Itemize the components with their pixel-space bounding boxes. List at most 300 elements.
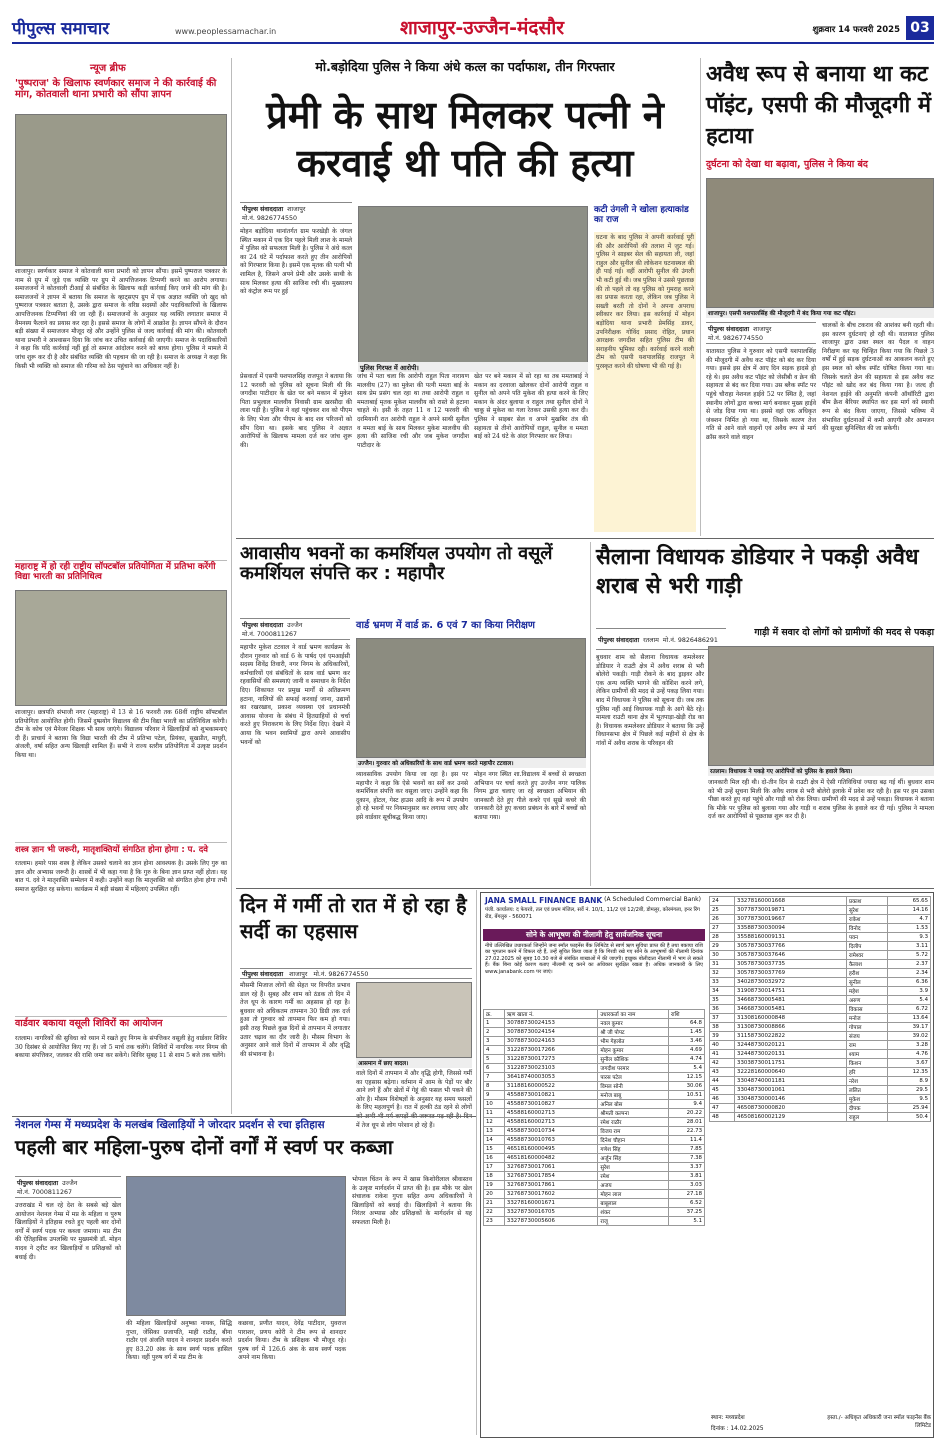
amount-cell: 9.5 — [887, 1095, 930, 1104]
name-cell: गोपाल — [847, 1023, 888, 1032]
sr-cell: 32 — [710, 969, 735, 978]
amount-cell: 4.7 — [887, 915, 930, 924]
amount-cell: 10.51 — [668, 1091, 704, 1100]
amount-cell: 9.4 — [668, 1100, 704, 1109]
account-cell: 34668730005481 — [735, 996, 847, 1005]
table-row — [484, 1163, 705, 1172]
sr-cell: 6 — [484, 1064, 505, 1073]
name-cell: किशन — [847, 1059, 888, 1068]
story1-headline: प्रेमी के साथ मिलकर पत्नी ने करवाई थी पति की हत्या — [266, 93, 664, 185]
account-cell: 46518160000482 — [504, 1154, 597, 1163]
table-row — [484, 1064, 705, 1073]
sr-cell: 28 — [710, 933, 735, 942]
table-row — [710, 1005, 931, 1014]
sr-cell: 38 — [710, 1023, 735, 1032]
account-cell: 32768730017061 — [504, 1163, 597, 1172]
amount-cell: 1.45 — [668, 1028, 704, 1037]
name-cell: मोहन कुमार — [598, 1046, 669, 1055]
name-cell: राजू — [598, 1217, 669, 1226]
sr-cell: 39 — [710, 1032, 735, 1041]
account-cell: 46508160002129 — [735, 1113, 847, 1122]
name-cell: पारस पटेल — [598, 1073, 669, 1082]
story6-byline: पीपुल्स संवाददाता उज्जैन मो.नं. 7000811267 — [15, 1176, 121, 1198]
table-row — [484, 1181, 705, 1190]
sr-cell: 11 — [484, 1109, 505, 1118]
sr-cell: 20 — [484, 1190, 505, 1199]
table-row — [710, 1104, 931, 1113]
story6-body2: की महिला खिलाड़ियों अनुष्का नायक, सिद्धि गुप्ता, जेसिका प्रजापति, माही राठौड़, बीना राठौर एवं अंजलि यादव ने शानदार प्रदर्शन करते हुए 83.20 अंक के साथ स्वर्ण पदक हासिल किया। वहीं पुरुष वर्ग में मप्र टीम के — [126, 1320, 232, 1362]
story6-body4: भोपाल चिंतन के रूप में खास किशोरीलाल श्रीवास्तव के उत्कृष्ट मार्गदर्शन में प्राप्त की है। इस मौके पर खेल संचालक राकेश गुप्ता सहित अन्य अधिकारियों ने खिलाड़ियों को बधाई दी। खिलाड़ियों ने बताया कि निरंतर अभ्यास और प्रशिक्षकों के मार्गदर्शन से यह सफलता मिली है। — [352, 1176, 472, 1226]
amount-cell: 3.03 — [668, 1181, 704, 1190]
account-cell: 32228160000640 — [735, 1068, 847, 1077]
story1-body2: प्रेसवार्ता में एसपी यशपालसिंह राजपूत ने बताया कि 12 फरवरी को पुलिस को सूचना मिली थी कि जगदीश पाटीदार के खेत पर बने मकान में मुकेश पिता प्रभुलाल मालवीय निवासी ग्राम खरसौदा की लाश पड़ी है। पुलिस ने वहां पहुंचकर शव को पीएम के लिए भेजा और पीएम के बाद शव परिजनों को सौंप दिया था। इसके बाद पुलिस ने अज्ञात आरोपियों के खिलाफ मामला दर्ज कर जांच शुरू की। — [240, 373, 352, 449]
story6-headline: पहली बार महिला-पुरुष दोनों वर्गों में स्वर्ण पर कब्जा — [15, 1135, 393, 1159]
name-cell: दिलीप — [847, 942, 888, 951]
account-cell: 31228730017273 — [504, 1055, 597, 1064]
table-row — [484, 1190, 705, 1199]
sr-cell: 36 — [710, 1005, 735, 1014]
name-cell: कैलाश — [847, 960, 888, 969]
bank-note: (A Scheduled Commercial Bank) — [604, 896, 701, 903]
sr-cell: 24 — [710, 897, 735, 906]
sr-cell: 26 — [710, 915, 735, 924]
story3-headline: आवासीय भवनों का कमर्शियल उपयोग तो वसूलें कमर्शियल संपत्ति कर : महापौर — [240, 543, 553, 585]
sign-date: दिनांक : 14.02.2025 — [711, 1426, 764, 1432]
name-cell: भीम गेहलोत — [598, 1037, 669, 1046]
section-title: शाजापुर-उज्जैन-मंदसौर — [399, 17, 565, 39]
account-cell: 31308730008866 — [735, 1023, 847, 1032]
table-row — [710, 987, 931, 996]
amount-cell: 13.64 — [887, 1014, 930, 1023]
table-row — [710, 1032, 931, 1041]
table-row — [710, 1077, 931, 1086]
story5-byline: पीपुल्स संवाददाता शाजापुर मो.नं. 9826774550 — [240, 968, 472, 979]
name-cell: रमेश राठौर — [598, 1118, 669, 1127]
sr-cell: 45 — [710, 1086, 735, 1095]
site-url[interactable]: www.peoplessamachar.in — [175, 27, 277, 36]
sr-cell: 9 — [484, 1091, 505, 1100]
account-cell: 31158730022822 — [735, 1032, 847, 1041]
name-cell: सुनील — [847, 978, 888, 987]
sr-cell: 37 — [710, 1014, 735, 1023]
account-cell: 33278160001668 — [735, 897, 847, 906]
account-cell: 31308160000848 — [735, 1014, 847, 1023]
bank-address: पंजी. कार्यालय: द फेयरवे, तल एवं प्रथम मंजिल, सर्वे नं. 10/1, 11/2 एवं 12/2बी, डोमलूर, कोरमंगला, इनर रिंग रोड, बेंगलुरु - 560071 — [485, 907, 700, 920]
amount-cell: 6.72 — [887, 1005, 930, 1014]
account-cell: 33278160001671 — [504, 1199, 597, 1208]
table-row — [484, 1073, 705, 1082]
brief2-body: शाजापुर। छत्रपति संभाजी नगर (महाराष्ट्र) में 13 से 16 फरवरी तक 68वीं राष्ट्रीय सॉफ्टबॉल प्रतियोगिता आयोजित होगी। जिसमें दुष्प्रयोग विद्यालय की टीम विद्या भारती का प्रतिनिधित्व करेगी। टीम के कोच एवं मैनेजर शिक्षक भी साथ जाएंगे। विद्यालय परिवार ने खिलाड़ियों को शुभकामनाएं दी हैं। प्राचार्य ने बताया कि विद्या भारती की टीम में प्रतिभा पटेल, प्रियंका, सुखप्रीत, माधुरी, अंजली, वर्षा सहित अन्य खिलाड़ी शामिल हैं। सभी ने राज्य स्तरीय प्रतियोगिता में उत्कृष्ट प्रदर्शन किया था। — [15, 709, 228, 759]
sr-cell: 46 — [710, 1095, 735, 1104]
story4-body1: बुधवार शाम को सैलाना विधायक कमलेश्वर डोडियार ने राउटी क्षेत्र में अवैध शराब से भरी बोलेरो पकड़ी। गाड़ी रोकने के बाद ड्राइवर और एक अन्य व्यक्ति भागने की कोशिश करने लगे, लेकिन ग्रामीणों की मदद से उन्हें पकड़ लिया गया। बाद में विधायक ने पुलिस को सूचना दी। जब तक पुलिस नहीं आई विधायक गाड़ी के आगे बैठे रहे। मामला राउटी थाना क्षेत्र में भूतपाड़ा-खेड़ी रोड का है। विधायक कमलेश्वर डोडियार ने बताया कि उन्हें विधानसभा क्षेत्र में पिछले कई महीनों से क्षेत्र के गांवों में अवैध शराब के परिवहन की — [596, 654, 704, 747]
story2-body1: यातायात पुलिस ने गुरुवार को एसपी यशपालसिंह की मौजूदगी में अवैध कट पॉइंट को बंद कर दिया गया। इससे इस क्षेत्र में आए दिन सड़क हादसे हो रहे थे। इस अवैध कट पॉइंट को जेसीबी व क्रेन की सहायता से बंद कर दिया गया। उस ब्लैक स्पॉट पर पहुंचे चौराहा नेशनल हाईवे 52 पर स्थित है, जहां स्थानीय लोगों द्वारा कच्चा मार्ग बनाकर मुख्य हाईवे से जोड़ दिया गया था। इससे वहां एक अधिकृत जंक्शन निर्मित हो गया था, जिसके कारण तेज गति से आने वाले वाहनों एवं अवैध रूप से मार्ग क्रॉस करने वाले वाहन — [706, 348, 816, 441]
amount-cell: 3.67 — [887, 1059, 930, 1068]
story3-body3: मोहन नगर स्थित शा.विद्यालय में बच्चों से स्वच्छता अभियान पर चर्चा करते हुए उज्जैन नगर पालिक निगम द्वारा चलाए जा रहे स्वच्छता अभियान की जानकारी देते हुए गीले कचरे एवं सूखे कचरे की जानकारी देते हुए कचरा प्रबंधन के बारे में बच्चों को बताया गया। — [474, 771, 586, 821]
story3-body1: महापौर मुकेश टटवाल ने वार्ड भ्रमण कार्यक्रम के दौरान गुरुवार को वार्ड 6 के पार्षद एवं एमआईसी सदस्य शिवेंद्र तिवारी, नगर निगम के अधिकारियों, कर्मचारियों एवं संबंधितों के साथ वार्ड भ्रमण कर रहवासियों की समस्याएं जानी व समाधान के निर्देश दिए। शिकायत पर प्रमुख मार्गों से अतिक्रमण हटाना, नालियों की सफाई करवाई जाना, उद्यानों का रखरखाव, प्रकाश व्यवस्था एवं प्रधानमंत्री आवास योजना के संबंध में हितग्राहियों से चर्चा करते हुए निराकरण के लिए निर्देश दिए। देखने में आया कि भवन स्वामियों द्वारा अपने आवासीय भवनों को — [240, 644, 350, 746]
table-row — [484, 1019, 705, 1028]
name-cell: नरेश — [847, 1077, 888, 1086]
sr-cell: 43 — [710, 1068, 735, 1077]
sr-cell: 4 — [484, 1046, 505, 1055]
col-account: ऋण खाता नं. — [504, 1010, 597, 1019]
story6-photo — [126, 1176, 346, 1316]
amount-cell: 9.3 — [887, 933, 930, 942]
sr-cell: 14 — [484, 1136, 505, 1145]
story2-photo — [706, 178, 934, 308]
amount-cell: 20.22 — [668, 1109, 704, 1118]
table-row — [484, 1055, 705, 1064]
table-row — [484, 1208, 705, 1217]
account-cell: 32768730017602 — [504, 1190, 597, 1199]
amount-cell: 22.73 — [668, 1127, 704, 1136]
account-cell: 34028730032972 — [735, 978, 847, 987]
name-cell: प्रकाश — [847, 897, 888, 906]
story1-body3: जांच में पता चला कि आरोपी राहुल पिता नारायण मालवीय (27) का मुकेश की पत्नी ममता बाई के साथ प्रेम प्रसंग चल रहा था तथा आरोपी राहुल व ममताबाई मृतक मुकेश मालवीय को रास्ते से हटाना चाहते थे। इसी के तहत 11 व 12 फरवरी की दरमियानी रात आरोपी राहुल ने अपने साथी सुनील व ममता बाई के साथ मिलकर मुकेश मालवीय की हत्या की साजिश रची और जब मुकेश जगदीश पाटीदार के — [357, 373, 469, 449]
table-row — [710, 978, 931, 987]
name-cell: मनोज बाबू — [598, 1091, 669, 1100]
sr-cell: 2 — [484, 1028, 505, 1037]
amount-cell: 3.81 — [668, 1172, 704, 1181]
table-row — [484, 1217, 705, 1226]
name-cell: बाबूलाल — [598, 1199, 669, 1208]
brief4-body: रतलाम। नागरिकों की सुविधा को ध्यान में रखते हुए निगम के संपत्तिकर वसूली हेतु वार्डवार शिविर 30 दिसंबर से आयोजित किए गए हैं। जो 5 मार्च तक चलेंगे। शिविरों में नागरिक नगर निगम की बकाया संपत्तिकर, जलकर की राशि जमा कर सकेंगे। शिविर सुबह 11 से शाम 5 बजे तक चलेंगे। — [15, 1035, 227, 1060]
table-row — [484, 1028, 705, 1037]
story5-body1: मौसमी मिजाज लोगों की सेहत पर विपरीत प्रभाव डाल रहे हैं। सुबह और शाम को ठंडक तो दिन में तेज धूप के कारण गर्मी का अहसास हो रहा है। बुधवार को अधिकतम तापमान 30 डिग्री तक दर्ज हुआ तो गुरुवार को तापमान फिर कम हो गया। इसी तरह पिछले कुछ दिनों से तापमान में लगातार उतार चढ़ाव का दौर जारी है। मौसम विभाग के अनुसार आने वाले दिनों में तापमान में और वृद्धि की संभावना है। — [240, 982, 350, 1058]
account-cell: 45588730010821 — [504, 1091, 597, 1100]
story2-subhead: दुर्घटना को देखा था बढ़ावा, पुलिस ने किया बंद — [706, 159, 868, 170]
story4-subhead: गाड़ी में सवार दो लोगों को ग्रामीणों की मदद से पकड़ा — [754, 627, 934, 638]
account-cell: 45588730010763 — [504, 1136, 597, 1145]
amount-cell: 7.38 — [668, 1154, 704, 1163]
brief2-photo — [15, 590, 227, 706]
account-cell: 35588160009131 — [735, 933, 847, 942]
name-cell: हरीश — [847, 969, 888, 978]
story1-caption: पुलिस गिरफ्त में आरोपी। — [358, 362, 588, 372]
amount-cell: 3.37 — [668, 1163, 704, 1172]
news-brief-tag: न्यूज ब्रीफ — [90, 63, 126, 74]
sr-cell: 3 — [484, 1037, 505, 1046]
table-row — [484, 1082, 705, 1091]
amount-cell: 5.4 — [887, 996, 930, 1005]
story2-caption: शाजापुर। एसपी यशपालसिंह की मौजूदगी में बंद किया गया कट पॉइंट। — [706, 308, 934, 318]
name-cell: दीपक — [847, 1104, 888, 1113]
table-row — [484, 1199, 705, 1208]
amount-cell: 65.65 — [887, 897, 930, 906]
name-cell: नवल कुमार — [598, 1019, 669, 1028]
name-cell: श्रीमती कल्पना — [598, 1109, 669, 1118]
amount-cell: 37.25 — [668, 1208, 704, 1217]
sr-cell: 15 — [484, 1145, 505, 1154]
table-right — [709, 896, 931, 1411]
bank-auction-notice — [480, 892, 934, 1438]
account-cell: 30578730037769 — [735, 969, 847, 978]
page-number: 03 — [906, 16, 934, 40]
sr-cell: 44 — [710, 1077, 735, 1086]
name-cell: गणेश सिंह — [598, 1145, 669, 1154]
story1-byline: पीपुल्स संवाददाता शाजापुर मो.नं. 9826774550 — [240, 202, 352, 224]
account-cell: 30578730037735 — [735, 960, 847, 969]
story3-photo — [356, 638, 586, 758]
story1-side-headline: कटी उंगली ने खोला हत्याकांड का राज — [594, 205, 689, 225]
account-cell: 32768730017861 — [504, 1181, 597, 1190]
table-row — [710, 996, 931, 1005]
sr-cell: 12 — [484, 1118, 505, 1127]
table-row — [710, 933, 931, 942]
table-row — [710, 1023, 931, 1032]
story6-body3: कछावा, प्रणीत यादव, देवेंद्र पाटीदार, युवराज पाराशर, प्रणय कोरी ने टीम रूप से शानदार प्रदर्शन किया। टीम के प्रशिक्षक भी मौजूद रहे। पुरुष वर्ग में 126.6 अंक के साथ स्वर्ण पदक अपने नाम किया। — [238, 1320, 346, 1362]
sr-cell: 5 — [484, 1055, 505, 1064]
amount-cell: 29.5 — [887, 1086, 930, 1095]
name-cell: संजय — [847, 1032, 888, 1041]
amount-cell: 3.9 — [887, 987, 930, 996]
signatory: हस्ता./- अधिकृत अधिकारी जना स्मॉल फाइनेंस बैंक लिमिटेड — [827, 1415, 931, 1429]
name-cell: विमल सोनी — [598, 1082, 669, 1091]
story1-photo — [358, 206, 588, 370]
account-cell: 33278730016705 — [504, 1208, 597, 1217]
sr-cell: 23 — [484, 1217, 505, 1226]
name-cell: दिनेश चौहान — [598, 1136, 669, 1145]
story1-body4: खेत पर बने मकान में सो रहा था तब ममताबाई ने मकान का दरवाजा खोलकर दोनों आरोपी राहुल व सुनील को अपने पति मुकेश की हत्या करने के लिए मकान के अंदर बुलाया व राहुल तथा सुनील दोनों ने चाकू से मुकेश का गला रेतकर उसकी हत्या कर दी। पुलिस ने साइबर सेल व अपने मुखबिर तंत्र की सहायता से तीनो आरोपियों राहुल, सुनील व ममता बाई को 24 घंटे के अंदर गिरफ्तार कर लिया। — [474, 373, 588, 441]
name-cell: मुकेश — [847, 1095, 888, 1104]
sr-cell: 17 — [484, 1163, 505, 1172]
amount-cell: 7.85 — [668, 1145, 704, 1154]
story4-caption: रतलाम। विधायक ने पकड़े गए आरोपियों को पुलिस के हवाले किया। — [708, 766, 934, 776]
account-cell: 46508730000820 — [735, 1104, 847, 1113]
amount-cell: 28.01 — [668, 1118, 704, 1127]
table-row — [710, 1095, 931, 1104]
notice-title: सोने के आभूषण की नीलामी हेतु सार्वजनिक सूचना — [483, 929, 705, 941]
table-row — [484, 1109, 705, 1118]
sr-cell: 41 — [710, 1050, 735, 1059]
story1-side-body: घटना के बाद पुलिस ने अपनी कार्रवाई पूरी की और आरोपियों की तलाश में जुट गई। पुलिस ने साइबर सेल की सहायता ली, जहां राहुल और सुनील की लोकेशन घटनास्थल की ही पाई गई। वहीं आरोपी सुनील की उंगली भी कटी हुई थी। जब पुलिस ने उससे पूछताछ की तो पहले तो वह पुलिस को गुमराह करने का प्रयास करता रहा, लेकिन जब पुलिस ने सख्ती बरती तो दोनों ने अपना अपराध स्वीकार कर लिया। इस कार्रवाई में मोहन बड़ोदिया थाना प्रभारी प्रेमसिंह डावर, उपनिरीक्षक गोविंद प्रसाद रोहित, प्रधान आरक्षक जगदीश सहित पुलिस टीम की सराहनीय भूमिका रही। कार्रवाई करने वाली टीम को एसपी यशपालसिंह राजपूत ने पुरस्कृत करने की घोषणा भी की गई है। — [594, 232, 696, 532]
account-cell: 30778730019667 — [735, 915, 847, 924]
sr-cell: 27 — [710, 924, 735, 933]
table-row — [710, 969, 931, 978]
table-row — [484, 1154, 705, 1163]
amount-cell: 4.74 — [668, 1055, 704, 1064]
amount-cell: 6.52 — [668, 1199, 704, 1208]
name-cell: मनोज — [847, 1014, 888, 1023]
account-cell: 30788730024163 — [504, 1037, 597, 1046]
amount-cell: 3.28 — [887, 1041, 930, 1050]
story4-photo — [708, 646, 934, 766]
table-row — [710, 906, 931, 915]
sr-cell: 22 — [484, 1208, 505, 1217]
account-cell: 32448730020121 — [735, 1041, 847, 1050]
account-cell: 30778730019871 — [735, 906, 847, 915]
story3-caption: उज्जैन। गुरुवार को अधिकारियों के साथ वार्ड भ्रमण करते महापौर टटवाल। — [356, 758, 586, 768]
table-row — [484, 1145, 705, 1154]
account-cell: 30578730037646 — [735, 951, 847, 960]
sr-cell: 42 — [710, 1059, 735, 1068]
table-row — [484, 1091, 705, 1100]
table-row — [710, 915, 931, 924]
story5-photo — [356, 982, 472, 1058]
col-amount: राशि — [668, 1010, 704, 1019]
account-cell: 46518160000495 — [504, 1145, 597, 1154]
name-cell: शंकर — [598, 1208, 669, 1217]
table-row — [710, 1014, 931, 1023]
bank-name: JANA SMALL FINANCE BANK — [485, 896, 603, 905]
table-row — [710, 1050, 931, 1059]
amount-cell: 6.36 — [887, 978, 930, 987]
amount-cell: 4.69 — [668, 1046, 704, 1055]
name-cell: राम — [847, 1041, 888, 1050]
account-cell: 33038730011751 — [735, 1059, 847, 1068]
story6-body1: उत्तराखंड में चल रहे देश के सबसे बड़े खेल आयोजन नेशनल गेम्स में मप्र के महिला व पुरुष खिलाड़ियों ने इतिहास रचते हुए पहली बार दोनों वर्गों में स्वर्ण पदक पर कब्जा जमाया। मप्र टीम की ऐतिहासिक उपलब्धि पर मुख्यमंत्री डॉ. मोहन यादव ने ट्वीट कर खिलाड़ियों व प्रशिक्षकों को बधाई दी। — [15, 1202, 121, 1261]
account-cell: 45588160002713 — [504, 1109, 597, 1118]
story6-kicker: नेशनल गेम्स में मध्यप्रदेश के मलखंब खिलाड़ियों ने जोरदार प्रदर्शन से रचा इतिहास — [15, 1119, 325, 1131]
account-cell: 32448730020131 — [735, 1050, 847, 1059]
sign-place: स्थान: मध्यप्रदेश — [711, 1415, 745, 1421]
account-cell: 31908730014751 — [735, 987, 847, 996]
sr-cell: 1 — [484, 1019, 505, 1028]
brief1-headline: 'पुष्पराज' के खिलाफ स्वर्णकार समाज ने की कार्रवाई की मांग, कोतवाली थाना प्रभारी को सौंपा ज्ञापन — [15, 78, 217, 101]
table-row — [484, 1172, 705, 1181]
amount-cell: 3.46 — [668, 1037, 704, 1046]
sr-cell: 34 — [710, 987, 735, 996]
name-cell: अजय — [598, 1181, 669, 1190]
amount-cell: 2.37 — [887, 960, 930, 969]
amount-cell: 5.4 — [668, 1064, 704, 1073]
sr-cell: 40 — [710, 1041, 735, 1050]
amount-cell: 2.34 — [887, 969, 930, 978]
sr-cell: 29 — [710, 942, 735, 951]
account-cell: 30788730024153 — [504, 1019, 597, 1028]
name-cell: महेश — [847, 987, 888, 996]
name-cell: श्याम — [847, 1050, 888, 1059]
sr-cell: 8 — [484, 1082, 505, 1091]
amount-cell: 3.11 — [887, 942, 930, 951]
sr-cell: 31 — [710, 960, 735, 969]
table-row — [710, 924, 931, 933]
name-cell: विजय राम — [598, 1127, 669, 1136]
sr-cell: 19 — [484, 1181, 505, 1190]
sr-cell: 7 — [484, 1073, 505, 1082]
brand-logo: पीपुल्स समाचार — [12, 19, 110, 39]
name-cell: राहुल — [847, 1113, 888, 1122]
name-cell: हरि — [847, 1068, 888, 1077]
account-cell: 33048730001061 — [735, 1086, 847, 1095]
story4-byline: पीपुल्स संवाददाता रतलाम मो.नं. 9826486291 — [596, 628, 726, 650]
name-cell: ललित — [847, 1086, 888, 1095]
account-cell: 33048740001181 — [735, 1077, 847, 1086]
name-cell: सुरेश — [598, 1163, 669, 1172]
name-cell: श्री जी पोपट — [598, 1028, 669, 1037]
story5-headline: दिन में गर्मी तो रात में हो रहा है सर्दी का एहसास — [240, 893, 467, 943]
name-cell: विकास — [847, 1005, 888, 1014]
issue-date: शुक्रवार 14 फरवरी 2025 — [812, 25, 900, 35]
table-row — [710, 1086, 931, 1095]
sr-cell: 35 — [710, 996, 735, 1005]
account-cell: 30788730024154 — [504, 1028, 597, 1037]
account-cell: 33588730030094 — [735, 924, 847, 933]
sr-cell: 18 — [484, 1172, 505, 1181]
table-left — [483, 1009, 705, 1433]
amount-cell: 12.15 — [668, 1073, 704, 1082]
name-cell: अनिल बोस — [598, 1100, 669, 1109]
story3-body2: व्यावसायिक उपयोग किया जा रहा है। इस पर महापौर ने कहा कि ऐसे भवनों का सर्वे कर उनसे कमर्शियल संपत्ति कर वसूला जाए। उन्होंने कहा कि दुकान, होटल, गेस्ट हाउस आदि के रूप में उपयोग हो रहे भवनों पर नियमानुसार कर लगाया जाए और इसे वार्डवार सूचीबद्ध किया जाए। — [356, 771, 468, 821]
sr-cell: 33 — [710, 978, 735, 987]
brief3-body: रतलाम। हमारे पास शस्त्र है लेकिन उसको चलाने का ज्ञान होना आवश्यक है। उसके लिए गुरु का ज्ञान और अभ्यास जरूरी है। शास्त्रों में भी कहा गया है कि गुरु के बिना ज्ञान प्राप्त नहीं होता। यह बात पं. दवे ने मातृशक्ति सम्मेलन में कही। उन्होंने कहा कि मातृशक्ति को संगठित होना होगा तभी समाज सुरक्षित रह सकेगा। कार्यक्रम में बड़ी संख्या में महिलाएं उपस्थित रहीं। — [15, 860, 227, 893]
story2-byline: पीपुल्स संवाददाता शाजापुर मो.नं. 9826774550 — [706, 322, 816, 344]
table-row — [710, 960, 931, 969]
amount-cell: 25.94 — [887, 1104, 930, 1113]
name-cell: जगदीश परमार — [598, 1064, 669, 1073]
brief2-headline: महाराष्ट्र में हो रही राष्ट्रीय सॉफ्टबॉल प्रतियोगिता में प्रतिभा करेंगी विद्या भारती का प्रतिनिधित्व — [15, 562, 216, 582]
table-row — [710, 951, 931, 960]
sr-cell: 10 — [484, 1100, 505, 1109]
amount-cell: 64.8 — [668, 1019, 704, 1028]
notice-text: नीचे उल्लिखित उधारकर्ता जिन्होंने जना स्मॉल फाइनेंस बैंक लिमिटेड से स्वर्ण ऋण सुविधा प्राप्त की है तथा बकाया राशि का भुगतान करने में विफल रहे हैं, उन्हें सूचित किया जाता है कि गिरवी रखे गए सोने के आभूषणों की नीलामी दिनांक 27.02.2025 को सुबह 10.30 बजे से संबंधित शाखाओं में की जाएगी। इच्छुक बोलीदाता नीलामी में भाग ले सकते हैं। बैंक बिना कोई कारण बताए नीलामी रद्द करने का अधिकार सुरक्षित रखता है। अधिक जानकारी के लिए www.janabank.com पर जाएं। — [485, 943, 703, 975]
table-row — [484, 1037, 705, 1046]
story4-body2: जानकारी मिल रही थी। दो-तीन दिन से राउटी क्षेत्र में ऐसी गतिविधियां ज्यादा बढ़ गई थीं। बुधवार शाम को भी उन्हें सूचना मिली कि अवैध शराब से भरी बोलेरो इलाके में प्रवेश कर रही है। इस पर हम उसका पीछा करते हुए वहां पहुंचे और गाड़ी को रोक लिया। ग्रामीणों की मदद से उन्हें पकड़ा। विधायक ने बताया कि मौके पर पुलिस को बुलाया गया और गाड़ी व शराब पुलिस के हवाले कर दी गई। पुलिस ने मामला दर्ज कर आरोपियों से पूछताछ शुरू कर दी है। — [708, 779, 934, 821]
account-cell: 45588730010827 — [504, 1100, 597, 1109]
amount-cell: 12.35 — [887, 1068, 930, 1077]
sr-cell: 47 — [710, 1104, 735, 1113]
amount-cell: 5.1 — [668, 1217, 704, 1226]
name-cell: रामेश्वर — [847, 951, 888, 960]
table-row — [710, 1068, 931, 1077]
amount-cell: 39.17 — [887, 1023, 930, 1032]
story3-subhead: वार्ड भ्रमण में वार्ड क्र. 6 एवं 7 का किया निरीक्षण — [356, 620, 535, 631]
name-cell: अरुण — [847, 996, 888, 1005]
brief3-headline: शस्त्र ज्ञान भी जरूरी, मातृशक्तियों संगठित होना होगा : प. दवे — [15, 845, 208, 855]
amount-cell: 1.53 — [887, 924, 930, 933]
story2-headline: अवैध रूप से बनाया था कट पॉइंट, एसपी की मौजूदगी में हटाया — [706, 62, 932, 149]
amount-cell: 50.4 — [887, 1113, 930, 1122]
brief4-headline: वार्डवार बकाया वसूली शिविरों का आयोजन — [15, 1018, 163, 1029]
sr-cell: 48 — [710, 1113, 735, 1122]
name-cell: रमेश — [598, 1172, 669, 1181]
story2-body2: चालकों के बीच टकराव की आशंका बनी रहती थी। इस कारण दुर्घटनाएं हो रही थी। यातायात पुलिस शाजापुर द्वारा उक्त स्थल का पैदल व वाहन निरीक्षण कर यह चिन्हित किया गया कि पिछले 3 वर्षों में हुई सड़क दुर्घटनाओं का आकलन करते हुए इस स्थल को ब्लैक स्पॉट घोषित किया गया था। जिसके चलते क्रेन की सहायता से इस अवैध कट पॉइंट को खोद कर बंद किया गया है। जल्द ही नेशनल हाईवे की अनुमति कंपनी ऑथॉरिटी द्वारा बीम क्रैश बैरियर स्थापित कर इस मार्ग को स्थायी रूप से बंद किया जाएगा, जिससे भविष्य में संभावित दुर्घटनाओं में कमी आएगी और आमजन की सुरक्षा सुनिश्चित की जा सकेगी। — [822, 322, 934, 433]
sr-cell: 30 — [710, 951, 735, 960]
table-row — [710, 942, 931, 951]
amount-cell: 30.06 — [668, 1082, 704, 1091]
amount-cell: 11.4 — [668, 1136, 704, 1145]
account-cell: 31228730023103 — [504, 1064, 597, 1073]
amount-cell: 27.18 — [668, 1190, 704, 1199]
table-row — [484, 1100, 705, 1109]
account-cell: 32768730017854 — [504, 1172, 597, 1181]
sr-cell: 13 — [484, 1127, 505, 1136]
name-cell: सुरेश — [847, 906, 888, 915]
table-row — [484, 1136, 705, 1145]
amount-cell: 14.16 — [887, 906, 930, 915]
brief1-photo — [15, 114, 227, 266]
table-row — [710, 1059, 931, 1068]
sr-cell: 16 — [484, 1154, 505, 1163]
name-cell: राकेश — [847, 915, 888, 924]
account-cell: 31188160000522 — [504, 1082, 597, 1091]
amount-cell: 5.72 — [887, 951, 930, 960]
brief1-body: शाजापुर। स्वर्णकार समाज ने कोतवाली थाना प्रभारी को ज्ञापन सौंपा। इसमें पुष्पराज पत्रकार के नाम से ग्रुप में जुड़े एक व्यक्ति पर ग्रुप में आपत्तिजनक टिप्पणी करने का आरोप लगाया। समाजजनों ने कोतवाली टीआई से संबंधित के खिलाफ कड़ी कार्रवाई किए जाने की मांग की है। समाजजनों ने ज्ञापन में बताया कि समाज के व्हाट्सएप ग्रुप में एक अज्ञात व्यक्ति जो खुद को पुष्पराज पत्रकार बताता है, उसके द्वारा समाज के वरिष्ठ सदस्यों और पदाधिकारियों के खिलाफ आपत्तिजनक टिप्पणियां की जा रही हैं। समाजजनों के अनुसार यह व्यक्ति लगातार समाज में वैमनस्य फैलाने का प्रयास कर रहा है। इससे समाज के लोगों में आक्रोश है। ज्ञापन सौंपने के दौरान बड़ी संख्या में समाजजन मौजूद रहे और उन्होंने पुलिस से जल्द कार्रवाई की मांग की। कोतवाली थाना प्रभारी ने आश्वासन दिया कि जांच कर उचित कार्रवाई की जाएगी। समाज के पदाधिकारियों ने कहा कि यदि कार्रवाई नहीं हुई तो समाज आंदोलन करने को बाध्य होगा। पुलिस ने मामले में जांच शुरू कर दी है और संबंधित व्यक्ति की पहचान की जा रही है। समाज के अध्यक्ष ने कहा कि किसी भी व्यक्ति को समाज की गरिमा को ठेस पहुंचाने का अधिकार नहीं है। — [15, 268, 227, 370]
amount-cell: 39.02 — [887, 1032, 930, 1041]
table-row — [484, 1118, 705, 1127]
story4-headline: सैलाना विधायक डोडियार ने पकड़ी अवैध शराब से भरी गाड़ी — [596, 545, 919, 599]
sr-cell: 25 — [710, 906, 735, 915]
name-cell: मोहन लाल — [598, 1190, 669, 1199]
story5-body2: वाले दिनों में तापमान में और वृद्धि होगी, जिससे गर्मी का एहसास बढ़ेगा। वर्तमान में आम के पेड़ों पर बौर आने लगे हैं और खेतों में गेहूं की फसल भी पकने की ओर है। मौसम विशेषज्ञों के अनुसार यह समय फसलों के लिए महत्वपूर्ण है। रात में हल्की ठंड रहने से लोगों में तेज धूप से लोग परेशान हो रहे हैं। — [356, 1070, 472, 1129]
amount-cell: 8.9 — [887, 1077, 930, 1086]
account-cell: 30578730037766 — [735, 942, 847, 951]
col-sr: क्र. — [484, 1010, 505, 1019]
story3-byline: पीपुल्स संवाददाता उज्जैन मो.नं. 7000811267 — [240, 618, 350, 640]
name-cell: पवन — [847, 933, 888, 942]
account-cell: 45588730010734 — [504, 1127, 597, 1136]
story5-caption: आसमान में छाए बादल। — [356, 1058, 472, 1068]
story1-body1: मोहन बड़ोदिया थानांतर्गत ग्राम फरखेड़ी के जंगल स्थित मकान में एक दिन पहले मिली लाश के मामले में पुलिस को सफलता मिली है। पुलिस ने अंधे कत्ल का 24 घंटे में पर्दाफाश करते हुए तीन आरोपियों को गिरफ्तार किया है। इसमें एक मृतक की पत्नी भी शामिल है, जिसने अपने प्रेमी और उसके साथी के साथ मिलकर हत्या की साजिश रची थी। मुख्यालय को कंट्रोल रूम पर हुई — [240, 228, 352, 296]
